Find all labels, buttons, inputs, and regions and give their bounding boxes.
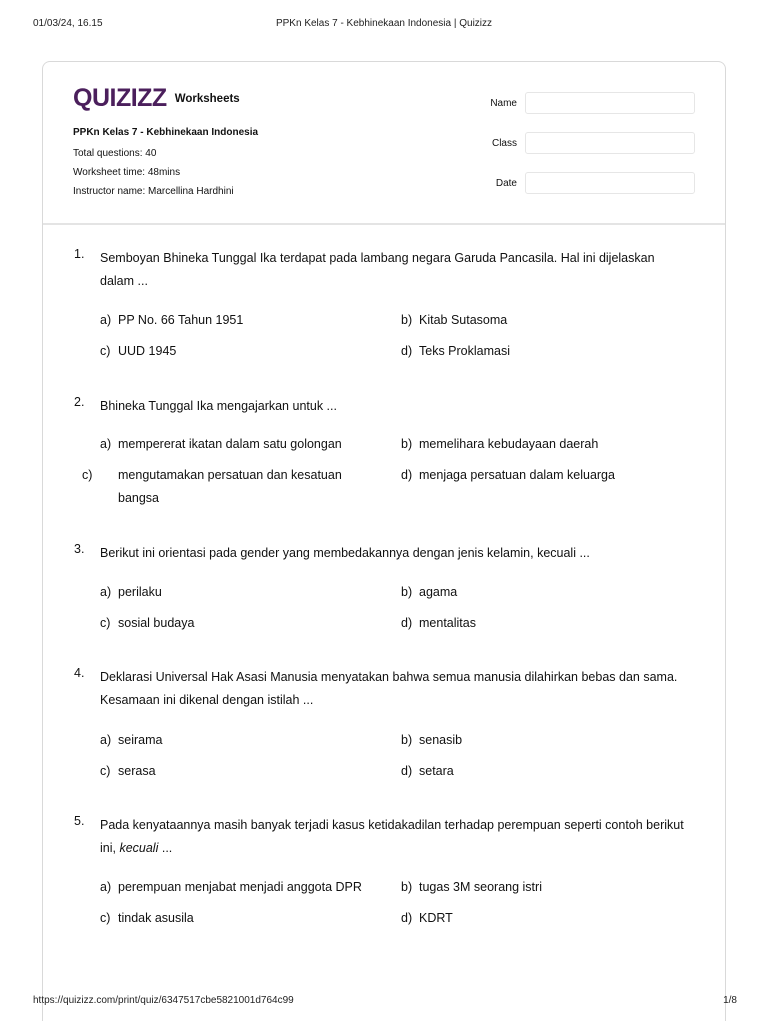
class-label: Class bbox=[491, 138, 517, 149]
logo-section-label: Worksheets bbox=[174, 93, 240, 105]
print-header bbox=[0, 18, 768, 32]
emphasis-text: kecuali bbox=[119, 841, 159, 855]
option-a: a) perempuan menjabat menjadi anggota DPR bbox=[100, 880, 362, 894]
question-number: 4. bbox=[74, 666, 85, 680]
question-text: Deklarasi Universal Hak Asasi Manusia menyatakan bahwa semua manusia dilahirkan bebas dan sama. Kesamaan ini dikenal dengan istilah ... bbox=[100, 670, 678, 707]
page-number: 1/8 bbox=[723, 995, 737, 1006]
option-b: b) tugas 3M seorang istri bbox=[401, 880, 542, 894]
worksheet-time: Worksheet time: 48mins bbox=[73, 167, 181, 178]
option-b: b) memelihara kebudayaan daerah bbox=[401, 437, 599, 451]
option-c: c) sosial budaya bbox=[100, 616, 195, 630]
question-text: Pada kenyataannya masih banyak terjadi kasus ketidakadilan terhadap perempuan seperti contoh berikut ini, kecuali ... bbox=[100, 818, 684, 855]
instructor-name: Instructor name: Marcellina Hardhini bbox=[73, 186, 234, 197]
option-b: b) senasib bbox=[401, 733, 463, 747]
worksheet-header bbox=[43, 62, 725, 225]
option-c: c) mengutamakan persatuan dan kesatuan bangsa bbox=[82, 468, 342, 505]
option-d: d) KDRT bbox=[401, 911, 453, 925]
option-a: a) perilaku bbox=[100, 585, 162, 599]
question-number: 5. bbox=[74, 814, 85, 828]
print-title: PPKn Kelas 7 - Kebhinekaan Indonesia | Quizizz bbox=[275, 18, 493, 29]
option-d: d) setara bbox=[401, 764, 454, 778]
date-label: Date bbox=[495, 178, 517, 189]
option-a: a) seirama bbox=[100, 733, 163, 747]
question-text: Berikut ini orientasi pada gender yang membedakannya dengan jenis kelamin, kecuali ... bbox=[100, 546, 590, 560]
total-questions: Total questions: 40 bbox=[73, 148, 157, 159]
option-c: c) UUD 1945 bbox=[100, 344, 177, 358]
name-label: Name bbox=[490, 98, 517, 109]
date-field[interactable] bbox=[525, 172, 695, 194]
name-field[interactable] bbox=[525, 92, 695, 114]
option-d: d) menjaga persatuan dalam keluarga bbox=[401, 468, 615, 482]
option-d: d) Teks Proklamasi bbox=[401, 344, 510, 358]
logo-wordmark: QUIZIZZ bbox=[73, 83, 167, 112]
class-field[interactable] bbox=[525, 132, 695, 154]
option-b: b) agama bbox=[401, 585, 458, 599]
worksheet-card bbox=[42, 61, 726, 1021]
question-text: Bhineka Tunggal Ika mengajarkan untuk ... bbox=[100, 399, 337, 413]
question-text: Semboyan Bhineka Tunggal Ika terdapat pada lambang negara Garuda Pancasila. Hal ini dijelaskan dalam ... bbox=[100, 251, 655, 288]
option-b: b) Kitab Sutasoma bbox=[401, 313, 508, 327]
option-a: a) mempererat ikatan dalam satu golongan bbox=[100, 437, 342, 451]
option-c: c) serasa bbox=[100, 764, 156, 778]
question-number: 3. bbox=[74, 542, 85, 556]
quizizz-logo bbox=[73, 84, 240, 112]
print-url: https://quizizz.com/print/quiz/6347517cbe5821001d764c99 bbox=[33, 995, 294, 1006]
option-d: d) mentalitas bbox=[401, 616, 476, 630]
print-date: 01/03/24, 16.15 bbox=[33, 18, 103, 29]
worksheet-title: PPKn Kelas 7 - Kebhinekaan Indonesia bbox=[73, 127, 259, 138]
option-c: c) tindak asusila bbox=[100, 911, 194, 925]
question-number: 1. bbox=[74, 247, 85, 261]
option-a: a) PP No. 66 Tahun 1951 bbox=[100, 313, 244, 327]
question-number: 2. bbox=[74, 395, 85, 409]
